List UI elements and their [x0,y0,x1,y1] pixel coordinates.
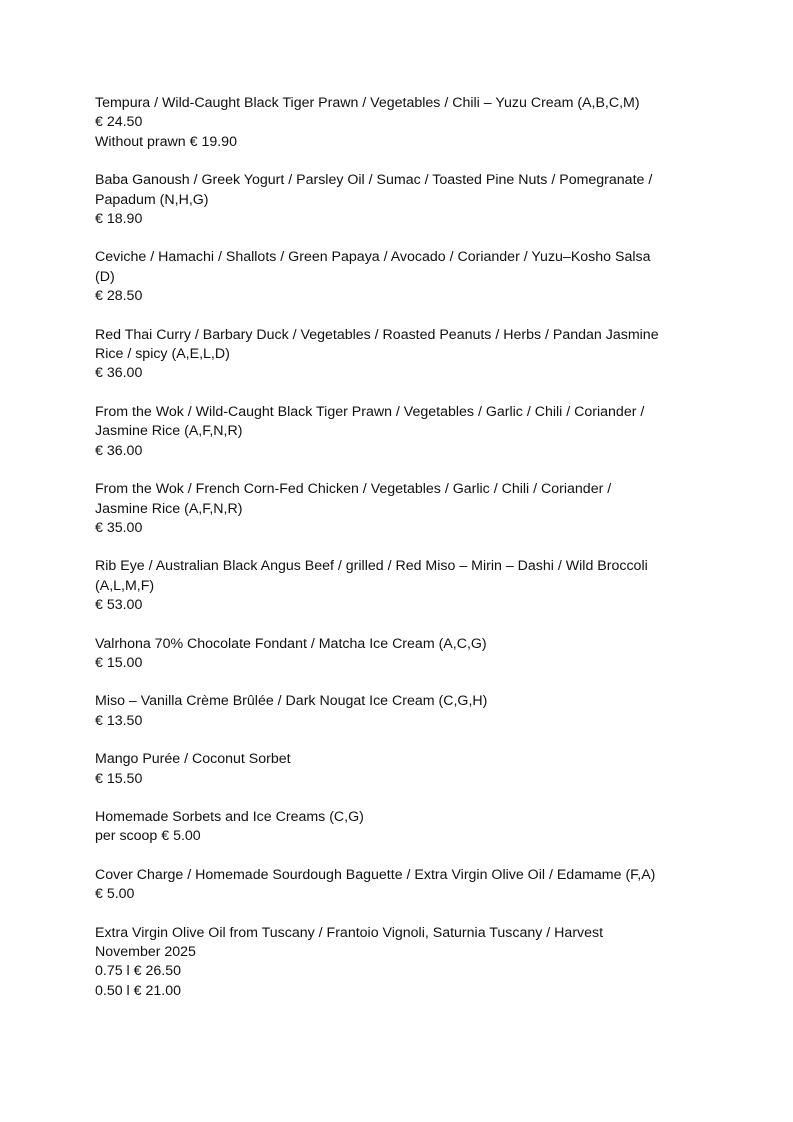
menu-item-line: Miso – Vanilla Crème Brûlée / Dark Nougat Ice Cream (C,G,H) [95,693,488,710]
menu-item-price-alt: Without prawn € 19.90 [95,133,237,150]
menu-item-price: € 36.00 [95,442,143,459]
menu-item-line: Cover Charge / Homemade Sourdough Baguette / Extra Virgin Olive Oil / Edamame (F,A) [95,866,656,883]
menu-item-price: € 35.00 [95,519,143,536]
menu-item [95,750,703,789]
menu-item-price: € 18.90 [95,211,143,228]
menu-item [95,94,703,152]
menu-item-line: Jasmine Rice (A,F,N,R) [95,423,243,440]
menu-item-price: 0.50 l € 21.00 [95,982,181,999]
menu-item-price: € 28.50 [95,288,143,305]
menu-item-line: Tempura / Wild-Caught Black Tiger Prawn / Vegetables / Chili – Yuzu Cream (A,B,C,M) [95,95,640,111]
menu-item-price: 0.75 l € 26.50 [95,963,181,980]
menu-item-price: € 15.50 [95,770,143,787]
menu-item-line: Homemade Sorbets and Ice Creams (C,G) [95,808,364,825]
menu-list [95,94,703,1001]
menu-item-line: Rib Eye / Australian Black Angus Beef / grilled / Red Miso – Mirin – Dashi / Wild Broccoli [95,558,648,575]
menu-item-line: Red Thai Curry / Barbary Duck / Vegetables / Roasted Peanuts / Herbs / Pandan Jasmine [95,326,659,343]
menu-item-line: Rice / spicy (A,E,L,D) [95,346,230,363]
menu-item-line: Papadum (N,H,G) [95,191,209,208]
menu-item-price: per scoop € 5.00 [95,828,201,845]
menu-item-price: € 53.00 [95,597,143,614]
menu-item [95,326,703,384]
menu-item [95,480,703,538]
menu-item-line: Ceviche / Hamachi / Shallots / Green Papaya / Avocado / Coriander / Yuzu–Kosho Salsa [95,249,651,266]
menu-item [95,866,703,905]
menu-item [95,248,703,306]
menu-item-line: From the Wok / French Corn-Fed Chicken / Vegetables / Garlic / Chili / Coriander / [95,481,612,498]
menu-item-line: Valrhona 70% Chocolate Fondant / Matcha Ice Cream (A,C,G) [95,635,487,652]
menu-item-line: (D) [95,268,115,285]
menu-item [95,403,703,461]
menu-item-price: € 36.00 [95,365,143,382]
menu-item-line: Mango Purée / Coconut Sorbet [95,751,291,768]
menu-item [95,924,703,1002]
menu-item-price: € 15.00 [95,654,143,671]
menu-item-line: Extra Virgin Olive Oil from Tuscany / Frantoio Vignoli, Saturnia Tuscany / Harvest [95,924,604,941]
menu-item [95,635,703,674]
menu-item [95,171,703,229]
menu-item-price: € 5.00 [95,886,135,903]
menu-item-line: (A,L,M,F) [95,577,155,594]
menu-item [95,808,703,847]
menu-item-line: Baba Ganoush / Greek Yogurt / Parsley Oil / Sumac / Toasted Pine Nuts / Pomegranate / [95,172,653,189]
menu-item [95,692,703,731]
menu-item-price: € 13.50 [95,712,143,729]
menu-item-line: From the Wok / Wild-Caught Black Tiger Prawn / Vegetables / Garlic / Chili / Coriander / [95,403,645,420]
menu-item-line: Jasmine Rice (A,F,N,R) [95,500,243,517]
menu-item [95,557,703,615]
menu-item-price: € 24.50 [95,114,143,131]
menu-item-line: November 2025 [95,944,196,960]
